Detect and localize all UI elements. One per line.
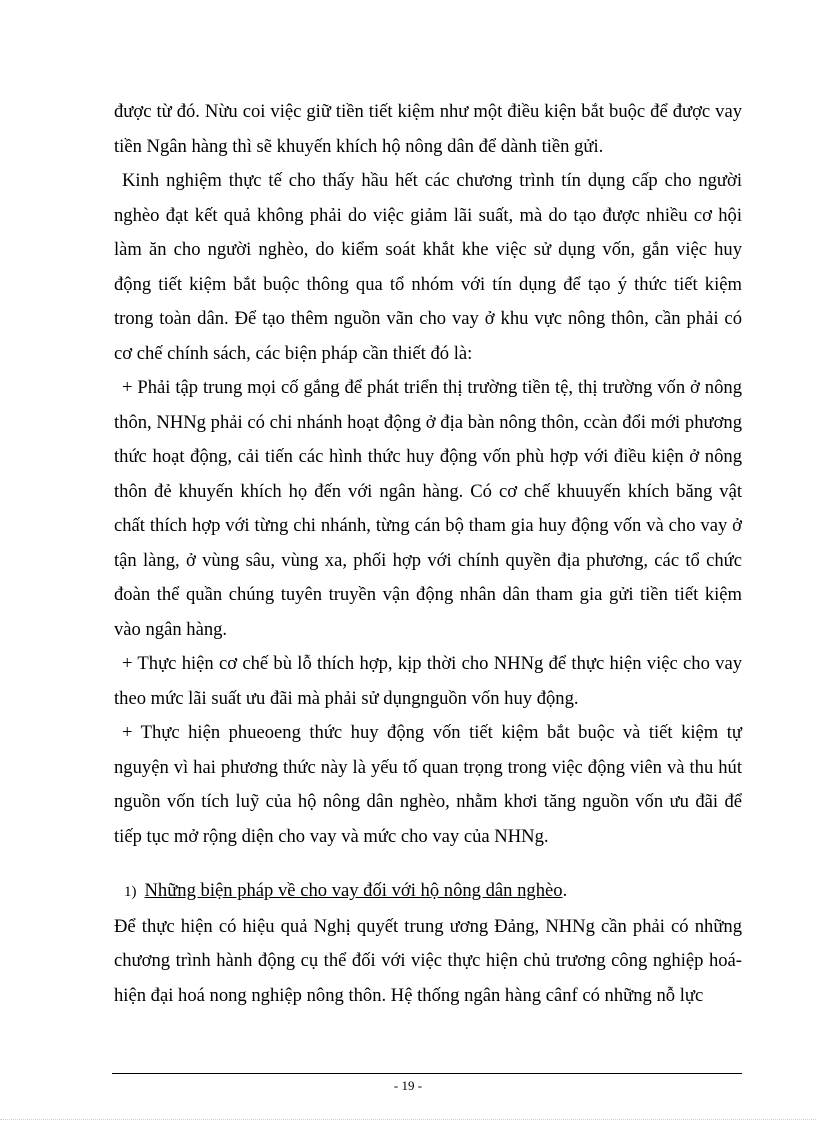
paragraph-4: + Thực hiện cơ chế bù lỗ thích hợp, kịp thời cho NHNg để thực hiện việc cho vay theo mức lãi suất ưu đãi mà phải sử dụngnguồn vốn huy động. bbox=[114, 653, 742, 709]
paragraph-5: + Thực hiện phueoeng thức huy động vốn tiết kiệm bắt buộc và tiết kiệm tự nguyện vì hai phương thức này là yếu tố quan trọng trong việc động viên và thu hút nguồn vốn tích luỹ của hộ nông dân nghèo, nhằm khơi tăng nguồn vốn ưu đãi để tiếp tục mở rộng diện cho vay và mức cho vay của NHNg. bbox=[114, 722, 742, 847]
footer-divider bbox=[112, 1073, 742, 1074]
page-edge-dotted-line bbox=[0, 1119, 816, 1120]
document-body bbox=[114, 95, 742, 1013]
section-number: 1) bbox=[124, 884, 137, 900]
paragraph-1: được từ đó. Nừu coi việc giữ tiền tiết kiệm như một điều kiện bắt buộc để được vay tiền Ngân hàng thì sẽ khuyến khích hộ nông dân để dành tiền gửi. bbox=[114, 101, 742, 157]
section-title: Những biện pháp về cho vay đối với hộ nông dân nghèo bbox=[144, 880, 563, 901]
closing-paragraph: Để thực hiện có hiệu quả Nghị quyết trung ương Đảng, NHNg cần phải có những chương trình hành động cụ thể đối với việc thực hiện chủ trương công nghiệp hoá-hiện đại hoá nong nghiệp nông thôn. Hệ thống ngân hàng cânf có những nỗ lực bbox=[114, 915, 742, 1006]
section-heading bbox=[114, 874, 742, 910]
page-number: - 19 - bbox=[393, 1078, 423, 1093]
paragraph-2: Kinh nghiệm thực tế cho thấy hầu hết các chương trình tín dụng cấp cho người nghèo đạt kết quả không phải do việc giảm lãi suất, mà do tạo được nhiều cơ hội làm ăn cho người nghèo, do kiểm soát khắt khe việc sử dụng vốn, gắn việc huy động tiết kiệm bắt buộc thông qua tổ nhóm với tín dụng để tạo ý thức tiết kiệm trong toàn dân. Để tạo thêm nguồn vãn cho vay ở khu vực nông thôn, cần phải có cơ chế chính sách, các biện pháp cần thiết đó là: bbox=[114, 170, 742, 364]
paragraph-3: + Phải tập trung mọi cố gắng để phát triển thị trường tiền tệ, thị trường vốn ở nông thôn, NHNg phải có chi nhánh hoạt động ở địa bàn nông thôn, ccàn đổi mới phương thức hoạt động, cải tiến các hình thức huy động vốn phù hợp với điều kiện ở nông thôn đẻ khuyến khích họ đến với ngân hàng. Có cơ chế khuuyến khích băng vật chất thích hợp với từng chi nhánh, từng cán bộ tham gia huy động vốn và cho vay ở tận làng, ở vùng sâu, vùng xa, phối hợp với chính quyền địa phương, các tổ chức đoàn thể quần chúng tuyên truyền vận động nhân dân tham gia gửi tiền tiết kiệm vào ngân hàng. bbox=[114, 377, 742, 640]
section-title-period: . bbox=[562, 880, 568, 901]
